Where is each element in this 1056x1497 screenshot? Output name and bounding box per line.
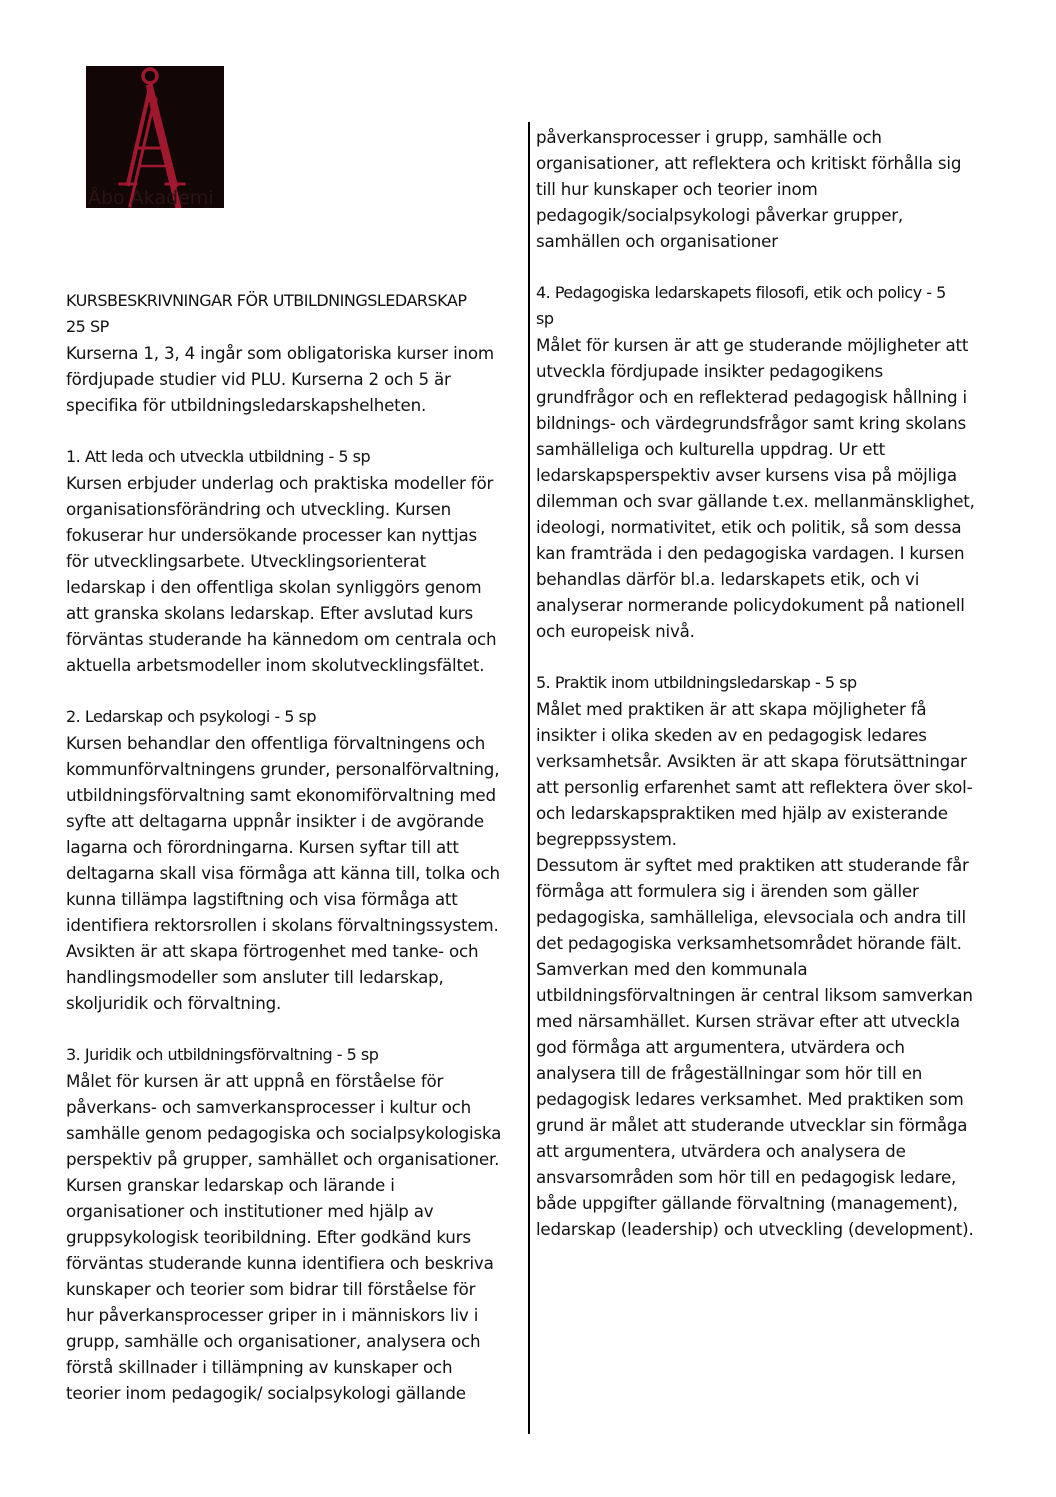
text-line: kan framträda i den pedagogiska vardagen. I kursen bbox=[536, 543, 965, 563]
logo-wordmark: Åbo Akademi bbox=[88, 187, 214, 208]
text-line: det pedagogiska verksamhetsområdet hörande fält. bbox=[536, 933, 962, 953]
course-4-heading: 4. Pedagogiska ledarskapets filosofi, etik och policy - 5 bbox=[536, 283, 946, 302]
text-line: samhälleliga och kulturella uppdrag. Ur ett bbox=[536, 439, 885, 459]
text-line: deltagarna skall visa förmåga att känna till, tolka och bbox=[66, 863, 500, 883]
course-4-section bbox=[536, 280, 996, 644]
text-line: Kursen behandlar den offentliga förvaltningens och bbox=[66, 733, 486, 753]
text-line: för utvecklingsarbete. Utvecklingsorienterat bbox=[66, 551, 426, 571]
text-line: med närsamhället. Kursen strävar efter att utveckla bbox=[536, 1011, 960, 1031]
text-line: kunna tillämpa lagstiftning och visa förmåga att bbox=[66, 889, 458, 909]
text-line: Kurserna 1, 3, 4 ingår som obligatoriska kurser inom bbox=[66, 343, 494, 363]
text-line: specifika för utbildningsledarskapshelheten. bbox=[66, 395, 427, 415]
text-line: och ledarskapspraktiken med hjälp av existerande bbox=[536, 803, 948, 823]
text-line: aktuella arbetsmodeller inom skolutvecklingsfältet. bbox=[66, 655, 485, 675]
text-line: utveckla fördjupade insikter pedagogikens bbox=[536, 361, 884, 381]
text-line: insikter i olika skeden av en pedagogisk ledares bbox=[536, 725, 927, 745]
text-line: både uppgifter gällande förvaltning (management), bbox=[536, 1193, 958, 1213]
text-line: Kursen granskar ledarskap och lärande i bbox=[66, 1175, 395, 1195]
text-line: grupp, samhälle och organisationer, analysera och bbox=[66, 1331, 481, 1351]
document-title bbox=[66, 288, 526, 340]
right-column bbox=[536, 124, 996, 1242]
course-3-section bbox=[66, 1042, 526, 1406]
course-5-heading: 5. Praktik inom utbildningsledarskap - 5 sp bbox=[536, 673, 857, 692]
text-line: god förmåga att argumentera, utvärdera och bbox=[536, 1037, 905, 1057]
text-line: gruppsykologisk teoribildning. Efter godkänd kurs bbox=[66, 1227, 471, 1247]
text-line: hur påverkansprocesser griper in i människors liv i bbox=[66, 1305, 479, 1325]
course-1-section bbox=[66, 444, 526, 678]
text-line: grundfrågor och en reflekterad pedagogisk hållning i bbox=[536, 387, 967, 407]
text-line: att argumentera, utvärdera och analysera de bbox=[536, 1141, 906, 1161]
text-line: kunskaper och teorier som bidrar till förståelse för bbox=[66, 1279, 476, 1299]
text-line: behandlas därför bl.a. ledarskapets etik, och vi bbox=[536, 569, 920, 589]
title-line: KURSBESKRIVNINGAR FÖR UTBILDNINGSLEDARSKAP bbox=[66, 291, 467, 310]
text-line: organisationer, att reflektera och kritiskt förhålla sig bbox=[536, 153, 962, 173]
text-line: förmåga att formulera sig i ärenden som gäller bbox=[536, 881, 919, 901]
course-1-heading: 1. Att leda och utveckla utbildning - 5 sp bbox=[66, 447, 371, 466]
text-line: pedagogik/socialpsykologi påverkar grupper, bbox=[536, 205, 904, 225]
text-line: ledarskap i den offentliga skolan synliggörs genom bbox=[66, 577, 482, 597]
left-column bbox=[66, 288, 526, 1406]
text-line: Målet för kursen är att uppnå en förståelse för bbox=[66, 1071, 444, 1091]
text-line: fördjupade studier vid PLU. Kurserna 2 och 5 är bbox=[66, 369, 451, 389]
text-line: Kursen erbjuder underlag och praktiska modeller för bbox=[66, 473, 494, 493]
course-3-heading: 3. Juridik och utbildningsförvaltning - 5 sp bbox=[66, 1045, 379, 1064]
text-line: begreppssystem. bbox=[536, 829, 677, 849]
text-line: identifiera rektorsrollen i skolans förvaltningssystem. bbox=[66, 915, 499, 935]
text-line: handlingsmodeller som ansluter till ledarskap, bbox=[66, 967, 444, 987]
text-line: förväntas studerande ha kännedom om centrala och bbox=[66, 629, 497, 649]
course-4-heading: sp bbox=[536, 309, 554, 328]
text-line: ideologi, normativitet, etik och politik, så som dessa bbox=[536, 517, 962, 537]
text-line: grund är målet att studerande utvecklar sin förmåga bbox=[536, 1115, 968, 1135]
text-line: till hur kunskaper och teorier inom bbox=[536, 179, 818, 199]
text-line: fokuserar hur undersökande processer kan nyttjas bbox=[66, 525, 477, 545]
text-line: syfte att deltagarna uppnår insikter i de avgörande bbox=[66, 811, 484, 831]
text-line: samhällen och organisationer bbox=[536, 231, 778, 251]
text-line: Avsikten är att skapa förtrogenhet med tanke- och bbox=[66, 941, 479, 961]
course-3-continued bbox=[536, 124, 996, 254]
text-line: organisationer och institutioner med hjälp av bbox=[66, 1201, 434, 1221]
text-line: förstå skillnader i tillämpning av kunskaper och bbox=[66, 1357, 453, 1377]
text-line: ledarskapsperspektiv avser kursens visa på möjliga bbox=[536, 465, 957, 485]
abo-akademi-logo bbox=[86, 66, 224, 208]
text-line: Dessutom är syftet med praktiken att studerande får bbox=[536, 855, 969, 875]
course-2-heading: 2. Ledarskap och psykologi - 5 sp bbox=[66, 707, 317, 726]
title-line: 25 SP bbox=[66, 317, 109, 336]
column-divider bbox=[528, 122, 530, 1434]
text-line: teorier inom pedagogik/ socialpsykologi gällande bbox=[66, 1383, 466, 1403]
text-line: förväntas studerande kunna identifiera och beskriva bbox=[66, 1253, 494, 1273]
text-line: att personlig erfarenhet samt att reflektera över skol- bbox=[536, 777, 973, 797]
text-line: påverkans- och samverkansprocesser i kultur och bbox=[66, 1097, 472, 1117]
course-2-section bbox=[66, 704, 526, 1016]
intro-paragraph bbox=[66, 340, 526, 418]
text-line: perspektiv på grupper, samhället och organisationer. bbox=[66, 1149, 500, 1169]
text-line: Målet med praktiken är att skapa möjligheter få bbox=[536, 699, 927, 719]
course-5-section bbox=[536, 670, 996, 1242]
text-line: analysera till de frågeställningar som hör till en bbox=[536, 1063, 923, 1083]
text-line: skoljuridik och förvaltning. bbox=[66, 993, 282, 1013]
text-line: kommunförvaltningens grunder, personalförvaltning, bbox=[66, 759, 500, 779]
text-line: Målet för kursen är att ge studerande möjligheter att bbox=[536, 335, 969, 355]
text-line: lagarna och förordningarna. Kursen syftar till att bbox=[66, 837, 459, 857]
text-line: och europeisk nivå. bbox=[536, 621, 695, 641]
text-line: bildnings- och värdegrundsfrågor samt kring skolans bbox=[536, 413, 967, 433]
text-line: att granska skolans ledarskap. Efter avslutad kurs bbox=[66, 603, 474, 623]
text-line: påverkansprocesser i grupp, samhälle och bbox=[536, 127, 882, 147]
text-line: ledarskap (leadership) och utveckling (development). bbox=[536, 1219, 974, 1239]
text-line: pedagogisk ledares verksamhet. Med praktiken som bbox=[536, 1089, 964, 1109]
text-line: ansvarsområden som hör till en pedagogisk ledare, bbox=[536, 1167, 957, 1187]
text-line: pedagogiska, samhälleliga, elevsociala och andra till bbox=[536, 907, 966, 927]
text-line: analyserar normerande policydokument på nationell bbox=[536, 595, 965, 615]
text-line: utbildningsförvaltningen är central liksom samverkan bbox=[536, 985, 973, 1005]
text-line: dilemman och svar gällande t.ex. mellanmänsklighet, bbox=[536, 491, 975, 511]
text-line: utbildningsförvaltning samt ekonomiförvaltning med bbox=[66, 785, 496, 805]
text-line: verksamhetsår. Avsikten är att skapa förutsättningar bbox=[536, 751, 967, 771]
text-line: Samverkan med den kommunala bbox=[536, 959, 808, 979]
text-line: organisationsförändring och utveckling. Kursen bbox=[66, 499, 452, 519]
text-line: samhälle genom pedagogiska och socialpsykologiska bbox=[66, 1123, 502, 1143]
